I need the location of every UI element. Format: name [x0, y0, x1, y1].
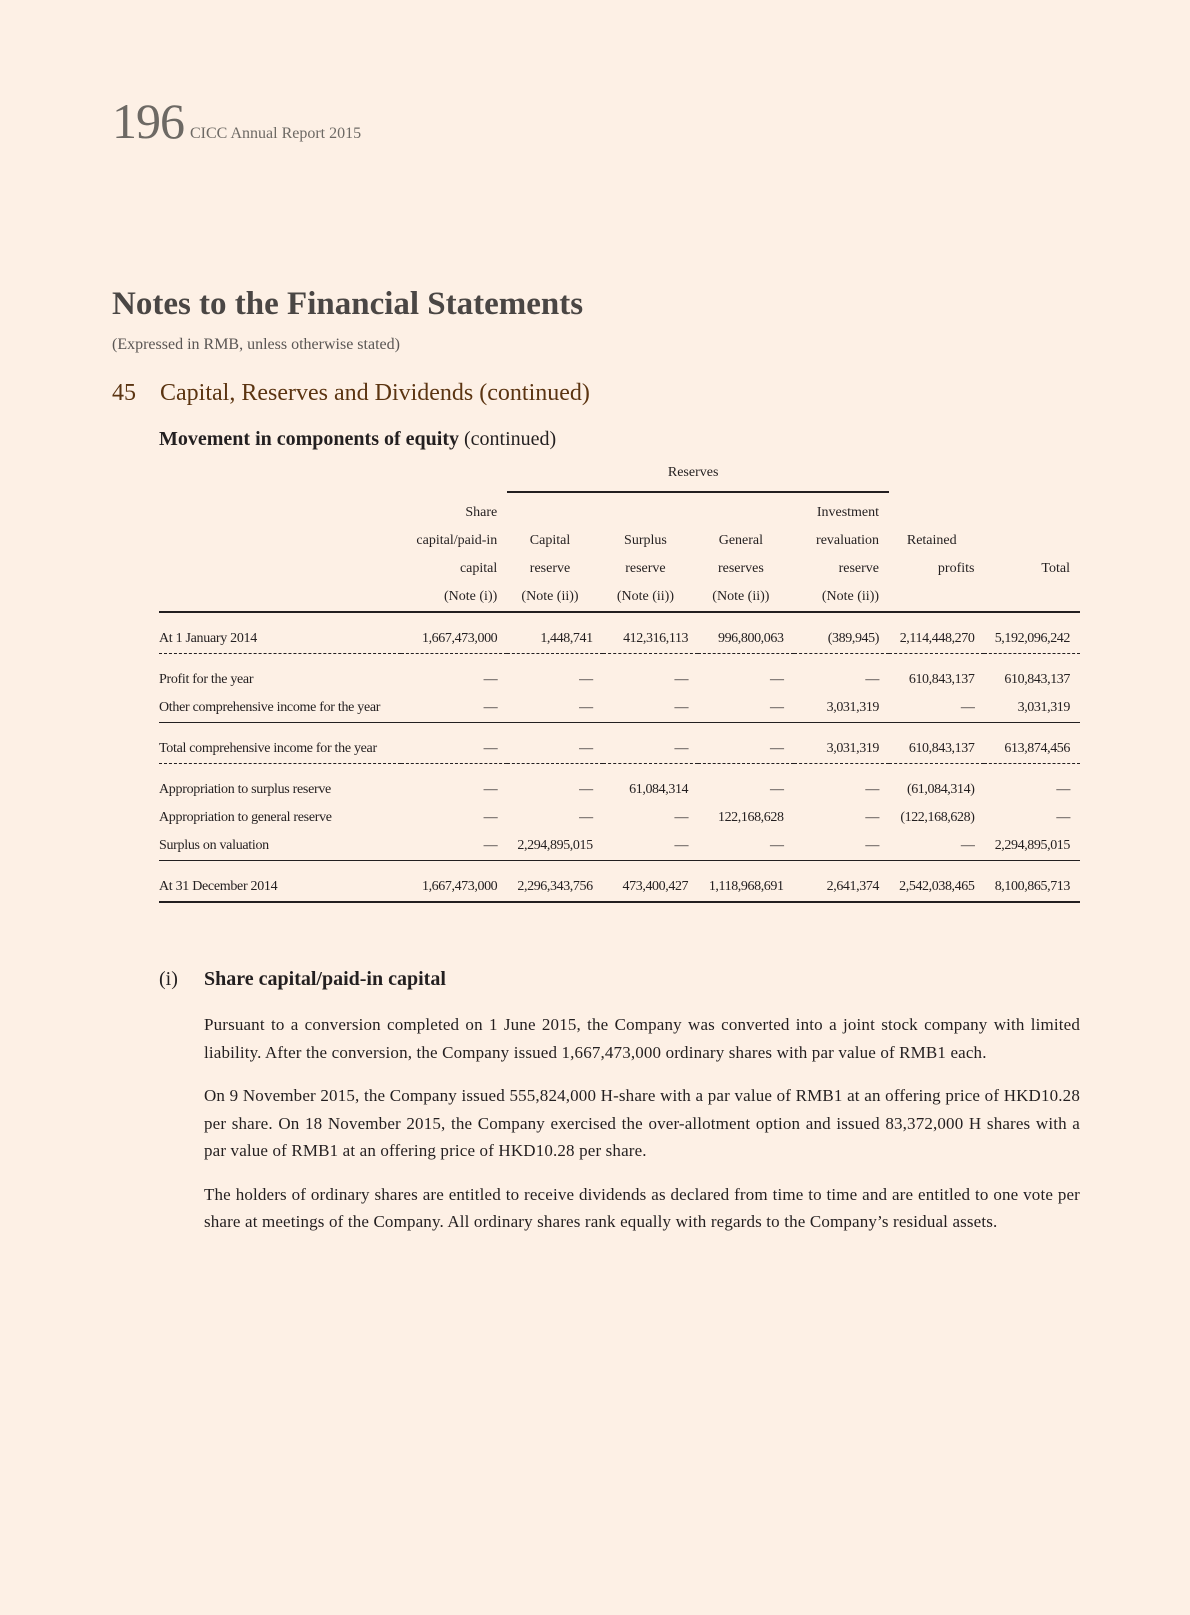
- cell-capital-reserve: —: [507, 694, 602, 723]
- note-i-heading: [159, 968, 1080, 991]
- column-header-row-4: [159, 577, 1080, 612]
- reserves-group-header: Reserves: [507, 465, 889, 492]
- note-i-section: [159, 968, 1080, 1236]
- cell-surplus-reserve: —: [674, 810, 689, 825]
- row-spacer: [159, 861, 1080, 874]
- col-header-surplus-note: (Note (ii)): [603, 577, 698, 612]
- cell-retained-profits: —: [889, 832, 984, 861]
- col-header-investment-l3: reserve: [838, 561, 880, 576]
- cell-capital-reserve: —: [507, 735, 602, 764]
- cell-surplus-reserve: —: [674, 672, 689, 687]
- cell-investment-revaluation-reserve: 3,031,319: [794, 735, 889, 764]
- cell-share-capital: —: [483, 782, 498, 797]
- row-label: Appropriation to surplus reserve: [159, 782, 331, 797]
- cell-retained-profits: —: [889, 694, 984, 723]
- note-i-paragraph-1: Pursuant to a conversion completed on 1 June 2015, the Company was converted into a joint stock company with limited liability. After the conversion, the Company issued 1,667,473,000 ordinary shares with par value of RMB1 each.: [204, 1015, 1080, 1062]
- col-header-general-l3: reserves: [717, 561, 764, 576]
- cell-general-reserves: —: [769, 782, 784, 797]
- cell-total: 610,843,137: [1004, 672, 1070, 687]
- cell-capital-reserve: —: [579, 672, 593, 687]
- table-row: [159, 625, 1080, 654]
- report-name: CICC Annual Report 2015: [190, 125, 362, 142]
- cell-capital-reserve: —: [579, 782, 593, 797]
- cell-general-reserves: —: [698, 735, 793, 764]
- column-header-row-3: [159, 549, 1080, 577]
- section-number: 45: [112, 380, 136, 406]
- cell-total: 613,874,456: [984, 735, 1080, 764]
- col-header-share-capital-note: (Note (i)): [401, 577, 508, 612]
- cell-surplus-reserve: —: [603, 832, 698, 861]
- col-header-investment-l1: Investment: [816, 505, 880, 520]
- col-header-capital-l3: reserve: [529, 561, 571, 576]
- cell-capital-reserve: 1,448,741: [507, 625, 602, 654]
- row-label: Surplus on valuation: [159, 832, 401, 861]
- cell-investment-revaluation-reserve: 2,641,374: [794, 873, 889, 902]
- cell-total: 5,192,096,242: [984, 625, 1080, 654]
- cell-investment-revaluation-reserve: 3,031,319: [794, 694, 889, 723]
- section-heading: [112, 380, 590, 407]
- cell-total: 3,031,319: [984, 694, 1080, 723]
- col-header-investment-l2: revaluation: [816, 533, 880, 548]
- cell-general-reserves: 122,168,628: [717, 810, 784, 825]
- cell-share-capital: —: [483, 672, 498, 687]
- table-row: [159, 873, 1080, 902]
- col-header-retained-l2: Retained: [906, 533, 957, 548]
- cell-retained-profits: 610,843,137: [908, 672, 975, 687]
- table-row: [159, 735, 1080, 764]
- cell-retained-profits: (61,084,314): [906, 782, 975, 797]
- col-header-surplus-l3: reserve: [625, 561, 666, 576]
- column-header-row-1: [159, 492, 1080, 521]
- cell-share-capital: —: [483, 810, 498, 825]
- row-spacer: [159, 654, 1080, 667]
- cell-retained-profits: 2,542,038,465: [889, 873, 984, 902]
- subsection-heading: [159, 428, 556, 451]
- cell-surplus-reserve: —: [603, 694, 698, 723]
- cell-total: —: [1056, 810, 1070, 825]
- note-i-marker: (i): [159, 968, 178, 990]
- cell-surplus-reserve: 473,400,427: [603, 873, 698, 902]
- table-row: [159, 832, 1080, 861]
- cell-total: —: [1056, 782, 1070, 797]
- cell-general-reserves: —: [769, 672, 784, 687]
- row-label: Profit for the year: [159, 672, 254, 687]
- page-number: 196: [112, 93, 184, 149]
- page-subtitle: (Expressed in RMB, unless otherwise stated): [112, 336, 400, 353]
- col-header-surplus-l2: Surplus: [624, 533, 667, 548]
- cell-surplus-reserve: —: [603, 735, 698, 764]
- row-label: At 1 January 2014: [159, 625, 401, 654]
- column-header-row-2: [159, 521, 1080, 549]
- table-row: [159, 666, 1080, 694]
- row-spacer: [159, 612, 1080, 625]
- cell-investment-revaluation-reserve: —: [865, 672, 880, 687]
- col-header-capital-l2: Capital: [529, 533, 571, 548]
- col-header-share-capital-l1: Share: [465, 505, 498, 520]
- col-header-general-l2: General: [718, 533, 764, 548]
- col-header-general-note: (Note (ii)): [698, 577, 793, 612]
- equity-movement-table: [159, 465, 1080, 903]
- cell-capital-reserve: 2,294,895,015: [507, 832, 602, 861]
- table-row: [159, 694, 1080, 723]
- cell-share-capital: —: [401, 832, 508, 861]
- col-header-retained-l3: profits: [937, 561, 975, 576]
- table-row: [159, 804, 1080, 832]
- page-header: [112, 93, 362, 149]
- note-i-title: Share capital/paid-in capital: [204, 968, 446, 990]
- cell-surplus-reserve: 412,316,113: [603, 625, 698, 654]
- row-label: Appropriation to general reserve: [159, 810, 332, 825]
- note-i-paragraph-3: The holders of ordinary shares are entitled to receive dividends as declared from time to time and are entitled to one vote per share at meetings of the Company. All ordinary shares rank equally with regards to the Company’s residual assets.: [204, 1184, 1080, 1231]
- cell-general-reserves: 1,118,968,691: [698, 873, 793, 902]
- cell-investment-revaluation-reserve: —: [794, 832, 889, 861]
- group-header-row: [159, 465, 1080, 492]
- cell-total: 8,100,865,713: [984, 873, 1080, 902]
- subsection-suffix: (continued): [463, 428, 557, 450]
- page-title: Notes to the Financial Statements: [112, 286, 584, 322]
- cell-share-capital: —: [401, 735, 508, 764]
- row-label: Total comprehensive income for the year: [159, 735, 401, 764]
- col-header-investment-note: (Note (ii)): [794, 577, 889, 612]
- cell-investment-revaluation-reserve: (389,945): [794, 625, 889, 654]
- cell-share-capital: 1,667,473,000: [401, 625, 508, 654]
- cell-investment-revaluation-reserve: —: [865, 782, 880, 797]
- row-label: At 31 December 2014: [159, 873, 401, 902]
- note-i-paragraph-2: On 9 November 2015, the Company issued 555,824,000 H-share with a par value of RMB1 at an offering price of HKD10.28 per share. On 18 November 2015, the Company exercised the over-allotment option and issued 83,372,000 H shares with a par value of RMB1 at an offering price of HKD10.28 per share.: [204, 1086, 1080, 1160]
- row-spacer: [159, 764, 1080, 777]
- section-title: Capital, Reserves and Dividends (continued): [160, 380, 590, 406]
- cell-share-capital: —: [401, 694, 508, 723]
- cell-capital-reserve: 2,296,343,756: [507, 873, 602, 902]
- row-label: Other comprehensive income for the year: [159, 694, 401, 723]
- cell-retained-profits: 2,114,448,270: [889, 625, 984, 654]
- table-row: [159, 776, 1080, 804]
- cell-capital-reserve: —: [579, 810, 593, 825]
- cell-retained-profits: 610,843,137: [889, 735, 984, 764]
- col-header-share-capital-l3: capital: [459, 561, 498, 576]
- col-header-total: Total: [1041, 561, 1070, 576]
- col-header-capital-note: (Note (ii)): [507, 577, 602, 612]
- cell-general-reserves: 996,800,063: [698, 625, 793, 654]
- col-header-share-capital-l2: capital/paid-in: [416, 533, 498, 548]
- cell-general-reserves: —: [698, 832, 793, 861]
- cell-general-reserves: —: [698, 694, 793, 723]
- cell-retained-profits: (122,168,628): [900, 810, 975, 825]
- cell-investment-revaluation-reserve: —: [865, 810, 880, 825]
- cell-share-capital: 1,667,473,000: [401, 873, 508, 902]
- cell-total: 2,294,895,015: [984, 832, 1080, 861]
- cell-surplus-reserve: 61,084,314: [629, 782, 689, 797]
- subsection-title: Movement in components of equity: [159, 428, 459, 450]
- row-spacer: [159, 723, 1080, 736]
